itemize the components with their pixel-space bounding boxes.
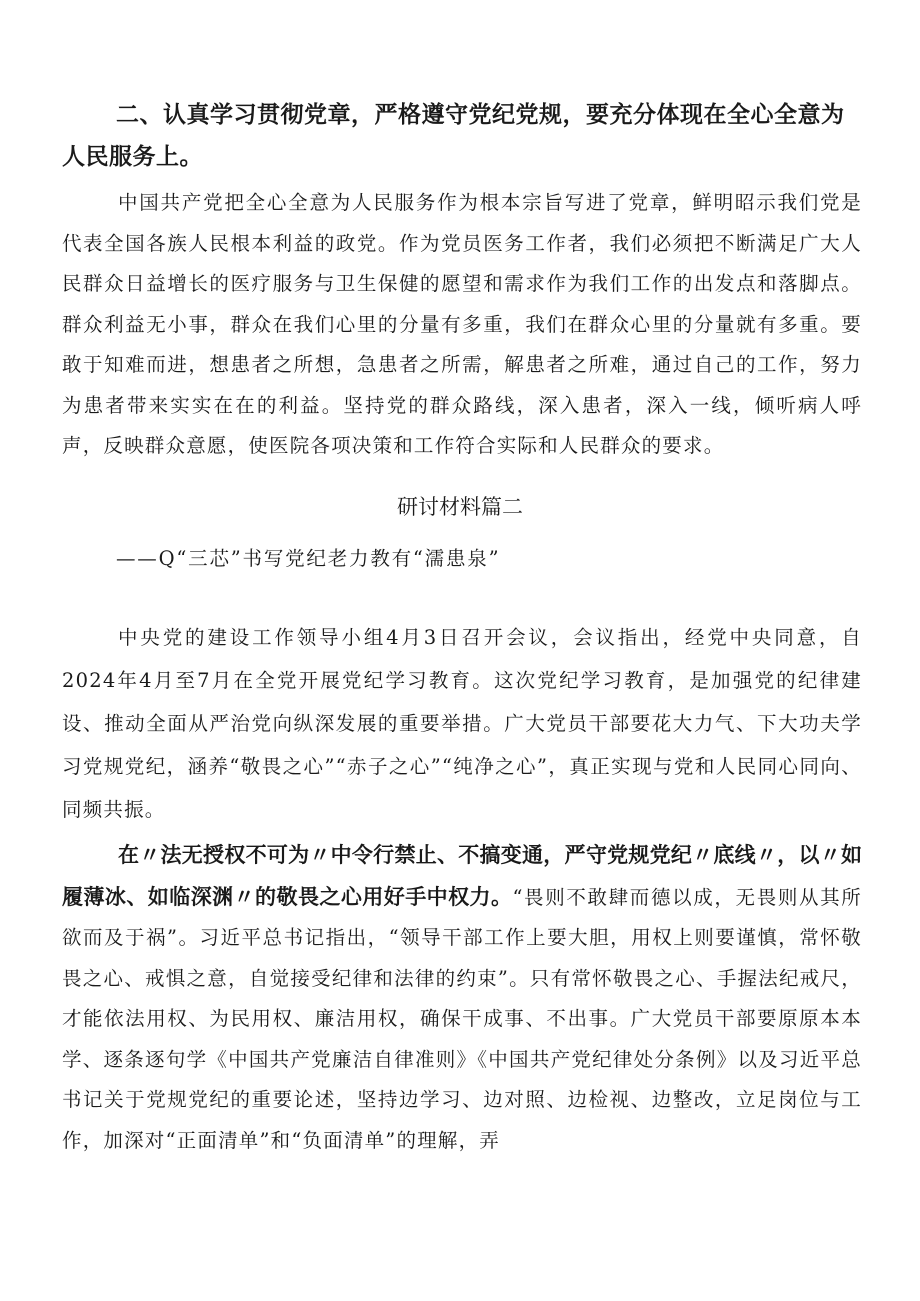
section-heading: 二、认真学习贯彻党章，严格遵守党纪党规，要充分体现在全心全意为人民服务上。 bbox=[62, 102, 845, 170]
article-paragraph-2 bbox=[62, 835, 862, 1161]
article-paragraph-1: 中央党的建设工作领导小组4月3日召开会议，会议指出，经党中央同意，自2024年4月至7月在全党开展党纪学习教育。这次党纪学习教育，是加强党的纪律建设、推动全面从严治党向纵深发展的重要举措。广大党员干部要花大力气、下大功夫学习党规党纪，涵养“敬畏之心”“赤子之心”“纯净之心”，真正实现与党和人民同心同向、同频共振。 bbox=[62, 626, 862, 821]
paragraph-body-text: “畏则不敢肆而德以成，无畏则从其所欲而及于祸”。习近平总书记指出，“领导干部工作上要大胆，用权上则要谨慎，常怀敬畏之心、戒惧之意，自觉接受纪律和法律的约束”。只有常怀敬畏之心、手握法纪戒尺，才能依法用权、为民用权、廉洁用权，确保干成事、不出事。广大党员干部要原原本本学、逐条逐句学《中国共产党廉洁自律准则》《中国共产党纪律处分条例》以及习近平总书记关于党规党纪的重要论述，坚持边学习、边对照、边检视、边整改，立足岗位与工作，加深对“正面清单”和“负面清单”的理解，弄 bbox=[62, 885, 862, 1152]
article-title: 研讨材料篇二 bbox=[397, 495, 523, 519]
section-paragraph: 中国共产党把全心全意为人民服务作为根本宗旨写进了党章，鲜明昭示我们党是代表全国各族人民根本利益的政党。作为党员医务工作者，我们必须把不断满足广大人民群众日益增长的医疗服务与卫生保健的愿望和需求作为我们工作的出发点和落脚点。群众利益无小事，群众在我们心里的分量有多重，我们在群众心里的分量就有多重。要敢于知难而进，想患者之所想，急患者之所需，解患者之所难，通过自己的工作，努力为患者带来实实在在的利益。坚持党的群众路线，深入患者，深入一线，倾听病人呼声，反映群众意愿，使医院各项决策和工作符合实际和人民群众的要求。 bbox=[62, 191, 862, 457]
article-subtitle: ——Q“三芯”书写党纪老力教有“濡患泉” bbox=[116, 547, 501, 570]
paragraph-lead-sentence: 在〃法无授权不可为〃中令行禁止、不搞变通，严守党规党纪〃底线〃，以〃如履薄冰、如临深渊〃的敬畏之心用好手中权力。 bbox=[62, 843, 862, 909]
